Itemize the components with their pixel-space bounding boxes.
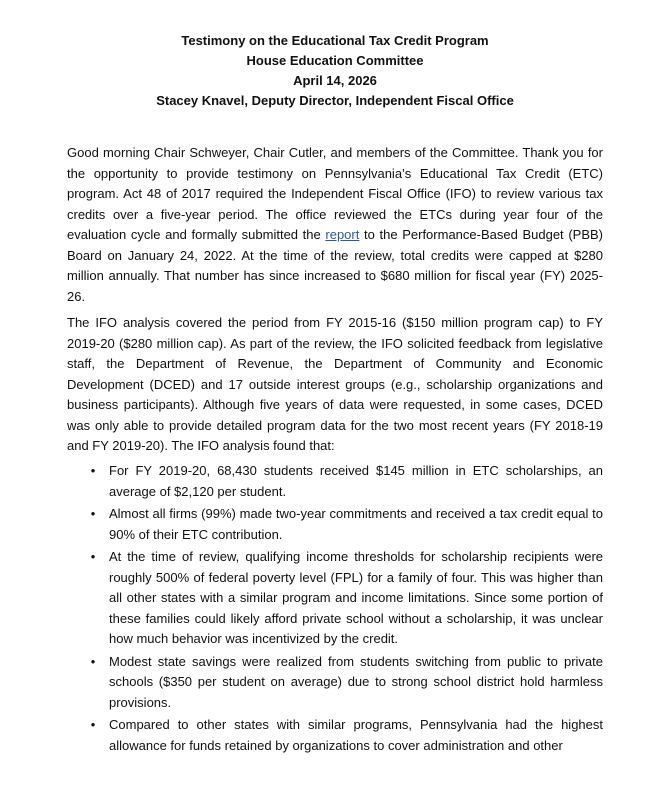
list-item-text: Almost all firms (99%) made two-year commitments and received a tax credit equal to 90% of their ETC contribution.: [109, 506, 603, 542]
list-item: [67, 715, 603, 756]
intro-text-before-link: Good morning Chair Schweyer, Chair Cutler, and members of the Committee. Thank you for the opportunity to provide testimony on Pennsylvania’s Educational Tax Credit (ETC) program. Act 48 of 2017 required the Independent Fiscal Office (IFO) to review various tax credits over a five-year period. The office reviewed the ETCs during year four of the evaluation cycle and formally submitted the: [67, 145, 603, 242]
list-item-text: For FY 2019-20, 68,430 students received $145 million in ETC scholarships, an average of $2,120 per student.: [109, 463, 603, 499]
list-item: [67, 547, 603, 650]
bullet-icon: •: [90, 506, 96, 521]
bullet-icon: •: [90, 463, 96, 478]
paragraph-intro: [67, 143, 603, 307]
testimony-header: [0, 31, 670, 111]
list-item: [67, 504, 603, 545]
list-item: [67, 652, 603, 714]
list-item: [67, 461, 603, 502]
list-item-text: At the time of review, qualifying income thresholds for scholarship recipients were roughly 500% of federal poverty level (FPL) for a family of four. This was higher than all other states with a similar program and income limitations. Since some portion of these families could likely afford private school without a scholarship, it was unclear how much behavior was incentivized by the credit.: [109, 549, 603, 646]
testimony-title: Testimony on the Educational Tax Credit Program: [181, 33, 489, 48]
bullet-icon: •: [90, 549, 96, 564]
presenter-name: Stacey Knavel, Deputy Director, Independent Fiscal Office: [156, 93, 514, 108]
testimony-date: April 14, 2026: [293, 73, 377, 88]
list-item-text: Compared to other states with similar programs, Pennsylvania had the highest allowance for funds retained by organizations to cover administration and other: [109, 717, 603, 753]
intro-text-after-link: to the Performance-Based Budget (PBB) Board on January 24, 2022. At the time of the review, total credits were capped at $280 million annually. That number has since increased to $680 million for fiscal year (FY) 2025-26.: [67, 227, 603, 304]
bullet-icon: •: [90, 717, 96, 732]
paragraph-analysis: The IFO analysis covered the period from FY 2015-16 ($150 million program cap) to FY 2019-20 ($280 million cap). As part of the review, the IFO solicited feedback from legislative staff, the Department of Revenue, the Department of Community and Economic Development (DCED) and 17 outside interest groups (e.g., scholarship organizations and business participants). Although five years of data were requested, in some cases, DCED was only able to provide detailed program data for the two most recent years (FY 2018-19 and FY 2019-20). The IFO analysis found that:: [67, 315, 603, 453]
findings-list: [67, 461, 603, 758]
bullet-icon: •: [90, 653, 96, 669]
report-link[interactable]: report: [325, 227, 360, 242]
committee-name: House Education Committee: [246, 53, 424, 68]
list-item-text: Modest state savings were realized from students switching from public to private schools ($350 per student on average) due to strong school district hold harmless provisions.: [109, 653, 603, 710]
